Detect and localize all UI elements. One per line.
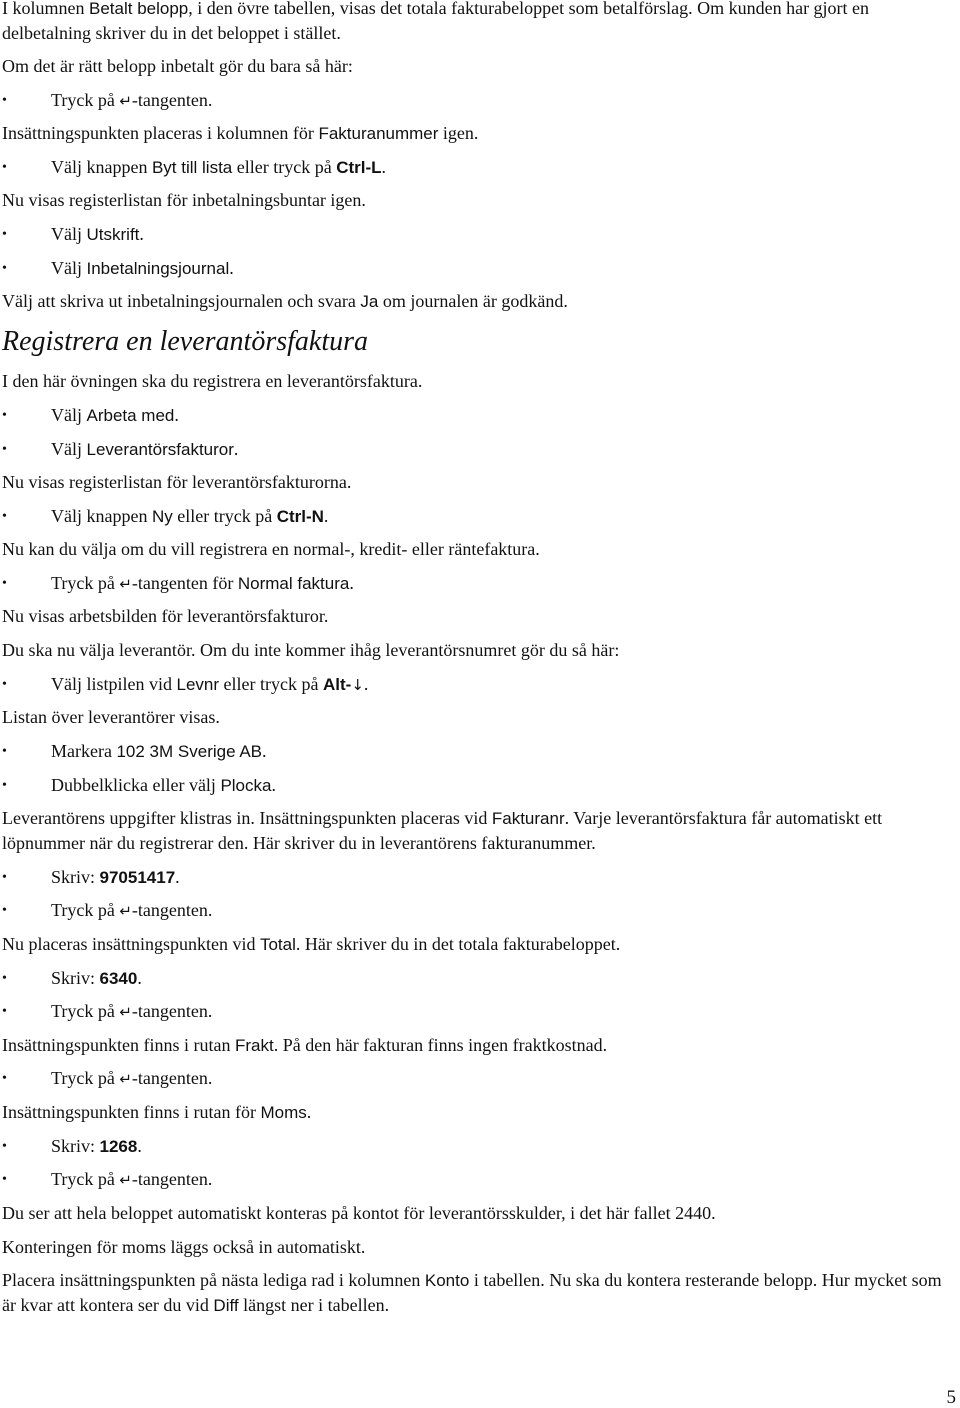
return-key-icon: ↵ [119, 902, 132, 920]
return-key-icon: ↵ [119, 92, 132, 110]
paragraph-valja-leverantor: Du ska nu välja leverantör. Om du inte kommer ihåg leverantörsnumret gör du så här: [2, 640, 620, 660]
paragraph-registerlistan: Nu visas registerlistan för inbetalningsbuntar igen. [2, 190, 366, 210]
paragraph-konto-diff: Placera insättningspunkten på nästa lediga rad i kolumnen Konto i tabellen. Nu ska du kontera resterande belopp. Hur mycket som är kvar att kontera ser du vid Diff längst ner i tabellen. [2, 1270, 942, 1315]
return-key-icon: ↵ [119, 1070, 132, 1088]
paragraph-total: Nu placeras insättningspunkten vid Total. Här skriver du in det totala fakturabeloppet. [2, 934, 621, 954]
paragraph-registerlistan-lev: Nu visas registerlistan för leverantörsfakturorna. [2, 472, 352, 492]
document-page: I kolumnen Betalt belopp, i den övre tabellen, visas det totala fakturabeloppet som betalförslag. Om kunden har gjort en delbetalning skriver du in det beloppet i stället. Om det är rätt belopp inbetalt gör du bara så här: • Tryck på ↵-tangenten. Insättningspunkten placeras i kolumnen för Fakturanummer igen. • Välj knappen Byt till lista eller tryck på Ctrl-L. Nu visas registerlistan för inbetalningsbuntar igen. • Välj Utskrift. • Välj Inbetalningsjournal. Välj att skriva ut inbetalningsjournalen och svara Ja om journalen är godkänd. Registrera en leverantörsfaktura I den här övningen ska du registrera en leverantörsfaktura. • Välj Arbeta med. • Välj Leverantörsfakturor. Nu visas registerlistan för leverantörsfakturorna. • Välj knappen Ny eller tryck på Ctrl-N. Nu kan du välja om du vill registrera en normal-, kredit- eller räntefaktura. • Tryck på ↵-tangenten för Normal faktura. Nu visas arbetsbilden för leverantörsfakturor. Du ska nu välja leverantör. Om du inte kommer ihåg leverantörsnumret gör du så här: • Välj listpilen vid Levnr eller tryck på Alt-↓. Listan över leverantörer visas. • Markera 102 3M Sverige AB. • Dubbelklicka eller välj Plocka. Leverantörens uppgifter klistras in. Insättningspunkten placeras vid Fakturanr. Varje leverantörsfaktura får automatiskt ett löpnummer när du registrerar den. Här skriver du in leverantörens fakturanummer. • Skriv: 97051417. • Tryck på ↵-tangenten. Nu placeras insättningspunkten vid Total. Här skriver du in det totala fakturabeloppet. • Skriv: 6340. • Tryck på ↵-tangenten. Insättningspunkten finns i rutan Frakt. På den här fakturan finns ingen fraktkostnad. • Tryck på ↵-tangenten. Insättningspunkten finns i rutan för Moms. • Skriv: 1268. • Tryck på ↵-tangenten. Du ser att hela beloppet automatiskt konteras på kontot för leverantörsskulder, i det här fallet 2440. Konteringen för moms läggs också in automatiskt. Placera insättningspunkten på nästa lediga rad i kolumnen Konto i tabellen. Nu ska du kontera resterande belopp. Hur mycket som är kvar att kontera ser du vid Diff längst ner i tabellen. 5 [0, 0, 960, 1408]
paragraph-moms: Insättningspunkten finns i rutan för Moms. [2, 1102, 312, 1122]
paragraph-leverantorsskulder: Du ser att hela beloppet automatiskt konteras på kontot för leverantörsskulder, i det här fallet 2440. [2, 1203, 716, 1223]
section-heading: Registrera en leverantörsfaktura [2, 326, 369, 357]
paragraph-listan: Listan över leverantörer visas. [2, 707, 220, 727]
paragraph-fakturanummer: Insättningspunkten placeras i kolumnen för Fakturanummer igen. [2, 123, 479, 143]
paragraph-ratt-belopp: Om det är rätt belopp inbetalt gör du bara så här: [2, 56, 353, 76]
paragraph-skriva-ut: Välj att skriva ut inbetalningsjournalen och svara Ja om journalen är godkänd. [2, 291, 568, 311]
arrow-down-icon: ↓ [351, 676, 364, 694]
paragraph-fakturatyp: Nu kan du välja om du vill registrera en normal-, kredit- eller räntefaktura. [2, 539, 540, 559]
paragraph-betalt-belopp: I kolumnen Betalt belopp, i den övre tabellen, visas det totala fakturabeloppet som betalförslag. Om kunden har gjort en delbetalning skriver du in det beloppet i stället. [2, 0, 870, 43]
paragraph-frakt: Insättningspunkten finns i rutan Frakt. På den här fakturan finns ingen fraktkostnad. [2, 1035, 608, 1055]
paragraph-leverantorens-uppgifter: Leverantörens uppgifter klistras in. Insättningspunkten placeras vid Fakturanr. Varje leverantörsfaktura får automatiskt ett löpnummer när du registrerar den. Här skriver du in leverantörens fakturanummer. [2, 808, 883, 853]
paragraph-kontering-moms: Konteringen för moms läggs också in automatiskt. [2, 1237, 366, 1257]
return-key-icon: ↵ [119, 575, 132, 593]
page-number: 5 [946, 1387, 956, 1408]
return-key-icon: ↵ [119, 1003, 132, 1021]
return-key-icon: ↵ [119, 1171, 132, 1189]
paragraph-ovningen: I den här övningen ska du registrera en leverantörsfaktura. [2, 371, 423, 391]
paragraph-arbetsbilden: Nu visas arbetsbilden för leverantörsfakturor. [2, 606, 329, 626]
